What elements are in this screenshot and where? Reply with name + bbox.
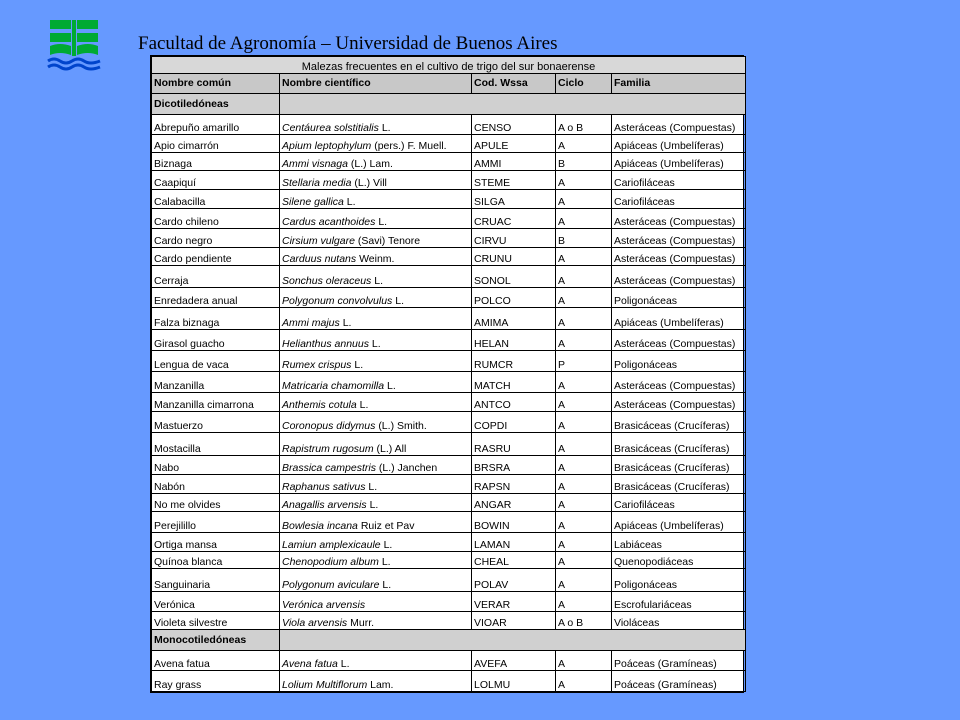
cell-common-name: Quínoa blanca — [152, 552, 280, 569]
cell-family: Poligonáceas — [612, 351, 746, 372]
cell-family: Quenopodiáceas — [612, 552, 746, 569]
cell-wssa-code: CRUAC — [472, 209, 556, 229]
table-row — [152, 171, 746, 190]
cell-cycle: A — [556, 393, 612, 412]
cell-common-name: Sanguinaria — [152, 569, 280, 592]
scientific-binomial: Carduus nutans — [282, 253, 357, 265]
table-row — [152, 266, 746, 288]
cell-scientific-name — [280, 229, 472, 248]
table-row — [152, 330, 746, 351]
cell-cycle: B — [556, 229, 612, 248]
scientific-author: L. — [346, 196, 356, 208]
table-row — [152, 651, 746, 671]
scientific-author: (L.) Lam. — [350, 158, 393, 170]
cell-common-name: Ortiga mansa — [152, 533, 280, 552]
table-row — [152, 456, 746, 475]
cell-cycle: A — [556, 171, 612, 190]
cell-cycle: A — [556, 308, 612, 330]
cell-cycle: A — [556, 135, 612, 153]
scientific-binomial: Lolium Multiflorum — [282, 679, 368, 691]
cell-cycle: A — [556, 433, 612, 456]
cell-scientific-name — [280, 351, 472, 372]
cell-family: Cariofiláceas — [612, 171, 746, 190]
section-title: Dicotiledóneas — [152, 94, 280, 115]
cell-scientific-name — [280, 412, 472, 433]
cell-cycle: A — [556, 190, 612, 209]
scientific-binomial: Lamiun amplexicaule — [282, 539, 381, 551]
scientific-author: (L.) All — [376, 443, 407, 455]
cell-common-name: Falza biznaga — [152, 308, 280, 330]
cell-family: Poligonáceas — [612, 569, 746, 592]
cell-cycle: A — [556, 552, 612, 569]
table-title: Malezas frecuentes en el cultivo de trigo del sur bonaerense — [152, 57, 746, 74]
table-row — [152, 494, 746, 512]
cell-scientific-name — [280, 288, 472, 308]
cell-common-name: Caapiquí — [152, 171, 280, 190]
cell-cycle: A — [556, 475, 612, 494]
cell-wssa-code: AVEFA — [472, 651, 556, 671]
cell-wssa-code: AMMI — [472, 153, 556, 171]
scientific-binomial: Anagallis arvensis — [282, 499, 367, 511]
cell-cycle: A — [556, 456, 612, 475]
cell-wssa-code: BOWIN — [472, 512, 556, 533]
cell-scientific-name — [280, 248, 472, 266]
table-row — [152, 115, 746, 135]
cell-scientific-name — [280, 456, 472, 475]
cell-wssa-code: VIOAR — [472, 612, 556, 630]
cell-wssa-code: APULE — [472, 135, 556, 153]
scientific-author: Lam. — [370, 679, 394, 691]
cell-wssa-code: ANTCO — [472, 393, 556, 412]
cell-common-name: Ray grass — [152, 671, 280, 692]
column-header-cycle: Ciclo — [556, 74, 612, 94]
cell-common-name: Manzanilla — [152, 372, 280, 393]
cell-cycle: A — [556, 372, 612, 393]
cell-scientific-name — [280, 475, 472, 494]
cell-common-name: Manzanilla cimarrona — [152, 393, 280, 412]
cell-family: Poáceas (Gramíneas) — [612, 651, 746, 671]
table-row — [152, 552, 746, 569]
cell-cycle: B — [556, 153, 612, 171]
cell-wssa-code: COPDI — [472, 412, 556, 433]
cell-common-name: Nabón — [152, 475, 280, 494]
cell-wssa-code: CENSO — [472, 115, 556, 135]
cell-scientific-name — [280, 651, 472, 671]
cell-family: Asteráceas (Compuestas) — [612, 248, 746, 266]
cell-common-name: No me olvides — [152, 494, 280, 512]
cell-common-name: Avena fatua — [152, 651, 280, 671]
cell-cycle: A — [556, 533, 612, 552]
cell-common-name: Mostacilla — [152, 433, 280, 456]
cell-scientific-name — [280, 308, 472, 330]
cell-cycle: A — [556, 512, 612, 533]
scientific-binomial: Avena fatua — [282, 658, 338, 670]
scientific-author: L. — [378, 216, 388, 228]
scientific-author: (L.) Vill — [354, 177, 387, 189]
cell-wssa-code: POLCO — [472, 288, 556, 308]
cell-common-name: Lengua de vaca — [152, 351, 280, 372]
section-header-row — [152, 94, 746, 115]
cell-scientific-name — [280, 569, 472, 592]
page-title: Facultad de Agronomía – Universidad de Buenos Aires — [138, 33, 558, 54]
column-header-code: Cod. Wssa — [472, 74, 556, 94]
table-row — [152, 351, 746, 372]
table-row — [152, 533, 746, 552]
cell-family: Asteráceas (Compuestas) — [612, 209, 746, 229]
table-row — [152, 153, 746, 171]
cell-family: Brasicáceas (Crucíferas) — [612, 412, 746, 433]
cell-family: Apiáceas (Umbelíferas) — [612, 308, 746, 330]
cell-family: Apiáceas (Umbelíferas) — [612, 512, 746, 533]
scientific-author: L. — [354, 359, 364, 371]
cell-family: Asteráceas (Compuestas) — [612, 266, 746, 288]
cell-wssa-code: CIRVU — [472, 229, 556, 248]
scientific-author: L. — [374, 275, 383, 287]
scientific-binomial: Viola arvensis — [282, 617, 348, 629]
scientific-binomial: Polygonum convolvulus — [282, 295, 393, 307]
scientific-binomial: Sonchus oleraceus — [282, 275, 372, 287]
cell-scientific-name — [280, 612, 472, 630]
scientific-author: L. — [383, 539, 393, 551]
cell-wssa-code: CHEAL — [472, 552, 556, 569]
cell-scientific-name — [280, 533, 472, 552]
cell-cycle: A — [556, 651, 612, 671]
cell-cycle: P — [556, 351, 612, 372]
table-row — [152, 308, 746, 330]
cell-wssa-code: SILGA — [472, 190, 556, 209]
scientific-binomial: Ammi majus — [282, 317, 340, 329]
cell-cycle: A — [556, 412, 612, 433]
cell-cycle: A — [556, 288, 612, 308]
scientific-binomial: Cardus acanthoides — [282, 216, 376, 228]
cell-cycle: A o B — [556, 115, 612, 135]
cell-scientific-name — [280, 671, 472, 692]
scientific-binomial: Cirsium vulgare — [282, 235, 355, 247]
scientific-author: Murr. — [350, 617, 375, 629]
cell-common-name: Cardo chileno — [152, 209, 280, 229]
scientific-author: L. — [371, 338, 381, 350]
cell-cycle: A — [556, 266, 612, 288]
table-row — [152, 475, 746, 494]
cell-wssa-code: SONOL — [472, 266, 556, 288]
cell-common-name: Calabacilla — [152, 190, 280, 209]
table-row — [152, 393, 746, 412]
cell-common-name: Abrepuño amarillo — [152, 115, 280, 135]
cell-wssa-code: CRUNU — [472, 248, 556, 266]
scientific-binomial: Polygonum aviculare — [282, 579, 380, 591]
university-logo-icon — [46, 16, 102, 74]
scientific-binomial: Brassica campestris — [282, 462, 376, 474]
scientific-author: (L.) Smith. — [378, 420, 427, 432]
cell-wssa-code: RAPSN — [472, 475, 556, 494]
cell-common-name: Mastuerzo — [152, 412, 280, 433]
table-row — [152, 190, 746, 209]
cell-family: Cariofiláceas — [612, 494, 746, 512]
scientific-binomial: Bowlesia incana — [282, 520, 358, 532]
cell-common-name: Cerraja — [152, 266, 280, 288]
scientific-binomial: Silene gallica — [282, 196, 344, 208]
cell-family: Poáceas (Gramíneas) — [612, 671, 746, 692]
cell-wssa-code: RUMCR — [472, 351, 556, 372]
scientific-author: Weinm. — [359, 253, 395, 265]
table-header-row — [152, 74, 746, 94]
scientific-author: L. — [381, 556, 391, 568]
scientific-binomial: Stellaria media — [282, 177, 352, 189]
cell-common-name: Cardo negro — [152, 229, 280, 248]
scientific-author: (L.) Janchen — [378, 462, 438, 474]
cell-wssa-code: LOLMU — [472, 671, 556, 692]
table-row — [152, 229, 746, 248]
table-row — [152, 248, 746, 266]
scientific-author: L. — [369, 499, 379, 511]
scientific-binomial: Rapistrum rugosum — [282, 443, 374, 455]
cell-common-name: Nabo — [152, 456, 280, 475]
column-header-common: Nombre común — [152, 74, 280, 94]
cell-scientific-name — [280, 190, 472, 209]
scientific-author: L. — [342, 317, 352, 329]
section-title: Monocotiledóneas — [152, 630, 280, 651]
scientific-binomial: Anthemis cotula — [282, 399, 357, 411]
cell-wssa-code: POLAV — [472, 569, 556, 592]
scientific-author: L. — [387, 380, 396, 392]
cell-common-name: Girasol guacho — [152, 330, 280, 351]
cell-wssa-code: HELAN — [472, 330, 556, 351]
scientific-binomial: Verónica arvensis — [282, 599, 366, 611]
cell-scientific-name — [280, 433, 472, 456]
table-row — [152, 592, 746, 612]
cell-wssa-code: BRSRA — [472, 456, 556, 475]
table-row — [152, 288, 746, 308]
cell-cycle: A — [556, 248, 612, 266]
cell-family: Apiáceas (Umbelíferas) — [612, 135, 746, 153]
table-row — [152, 569, 746, 592]
scientific-binomial: Centáurea solstitialis — [282, 122, 379, 134]
weeds-table — [150, 55, 744, 693]
scientific-author: L. — [359, 399, 369, 411]
cell-family: Labiáceas — [612, 533, 746, 552]
cell-scientific-name — [280, 512, 472, 533]
cell-common-name: Enredadera anual — [152, 288, 280, 308]
cell-common-name: Biznaga — [152, 153, 280, 171]
cell-wssa-code: AMIMA — [472, 308, 556, 330]
cell-scientific-name — [280, 330, 472, 351]
table-row — [152, 671, 746, 692]
cell-wssa-code: LAMAN — [472, 533, 556, 552]
table-row — [152, 433, 746, 456]
section-header-row — [152, 630, 746, 651]
section-blank-cell — [280, 630, 746, 651]
cell-family: Brasicáceas (Crucíferas) — [612, 456, 746, 475]
column-header-scientific: Nombre científico — [280, 74, 472, 94]
cell-wssa-code: RASRU — [472, 433, 556, 456]
cell-scientific-name — [280, 494, 472, 512]
cell-family: Violáceas — [612, 612, 746, 630]
cell-scientific-name — [280, 153, 472, 171]
cell-scientific-name — [280, 266, 472, 288]
cell-common-name: Violeta silvestre — [152, 612, 280, 630]
scientific-author: L. — [368, 481, 378, 493]
scientific-binomial: Raphanus sativus — [282, 481, 366, 493]
cell-family: Poligonáceas — [612, 288, 746, 308]
cell-common-name: Perejilillo — [152, 512, 280, 533]
cell-family: Asteráceas (Compuestas) — [612, 229, 746, 248]
cell-cycle: A — [556, 569, 612, 592]
cell-common-name: Apio cimarrón — [152, 135, 280, 153]
table-row — [152, 612, 746, 630]
cell-wssa-code: ANGAR — [472, 494, 556, 512]
cell-scientific-name — [280, 171, 472, 190]
scientific-author: L. — [382, 579, 392, 591]
scientific-binomial: Chenopodium album — [282, 556, 379, 568]
cell-cycle: A — [556, 592, 612, 612]
cell-family: Asteráceas (Compuestas) — [612, 330, 746, 351]
cell-cycle: A — [556, 209, 612, 229]
cell-scientific-name — [280, 135, 472, 153]
cell-wssa-code: STEME — [472, 171, 556, 190]
section-blank-cell — [280, 94, 746, 115]
table-row — [152, 372, 746, 393]
column-header-family: Familia — [612, 74, 746, 94]
cell-scientific-name — [280, 115, 472, 135]
cell-family: Cariofiláceas — [612, 190, 746, 209]
cell-family: Asteráceas (Compuestas) — [612, 393, 746, 412]
table-row — [152, 412, 746, 433]
scientific-binomial: Ammi visnaga — [282, 158, 348, 170]
cell-common-name: Verónica — [152, 592, 280, 612]
cell-cycle: A — [556, 494, 612, 512]
scientific-author: L. — [381, 122, 391, 134]
cell-family: Asteráceas (Compuestas) — [612, 372, 746, 393]
cell-family: Brasicáceas (Crucíferas) — [612, 433, 746, 456]
scientific-binomial: Apium leptophylum — [282, 140, 372, 152]
scientific-binomial: Rumex crispus — [282, 359, 352, 371]
cell-family: Apiáceas (Umbelíferas) — [612, 153, 746, 171]
cell-family: Brasicáceas (Crucíferas) — [612, 475, 746, 494]
cell-scientific-name — [280, 552, 472, 569]
cell-cycle: A — [556, 671, 612, 692]
cell-family: Asteráceas (Compuestas) — [612, 115, 746, 135]
scientific-author: (pers.) F. Muell. — [374, 140, 447, 152]
cell-cycle: A — [556, 330, 612, 351]
cell-scientific-name — [280, 393, 472, 412]
cell-scientific-name — [280, 592, 472, 612]
cell-scientific-name — [280, 372, 472, 393]
scientific-binomial: Matricaria chamomilla — [282, 380, 385, 392]
cell-scientific-name — [280, 209, 472, 229]
table-row — [152, 512, 746, 533]
scientific-binomial: Helianthus annuus — [282, 338, 369, 350]
cell-wssa-code: VERAR — [472, 592, 556, 612]
cell-common-name: Cardo pendiente — [152, 248, 280, 266]
cell-wssa-code: MATCH — [472, 372, 556, 393]
scientific-author: (Savi) Tenore — [357, 235, 421, 247]
table-row — [152, 135, 746, 153]
scientific-author: L. — [340, 658, 350, 670]
scientific-author: L. — [395, 295, 404, 307]
cell-cycle: A o B — [556, 612, 612, 630]
table-row — [152, 209, 746, 229]
scientific-author: Ruiz et Pav — [360, 520, 415, 532]
cell-family: Escrofulariáceas — [612, 592, 746, 612]
scientific-binomial: Coronopus didymus — [282, 420, 376, 432]
